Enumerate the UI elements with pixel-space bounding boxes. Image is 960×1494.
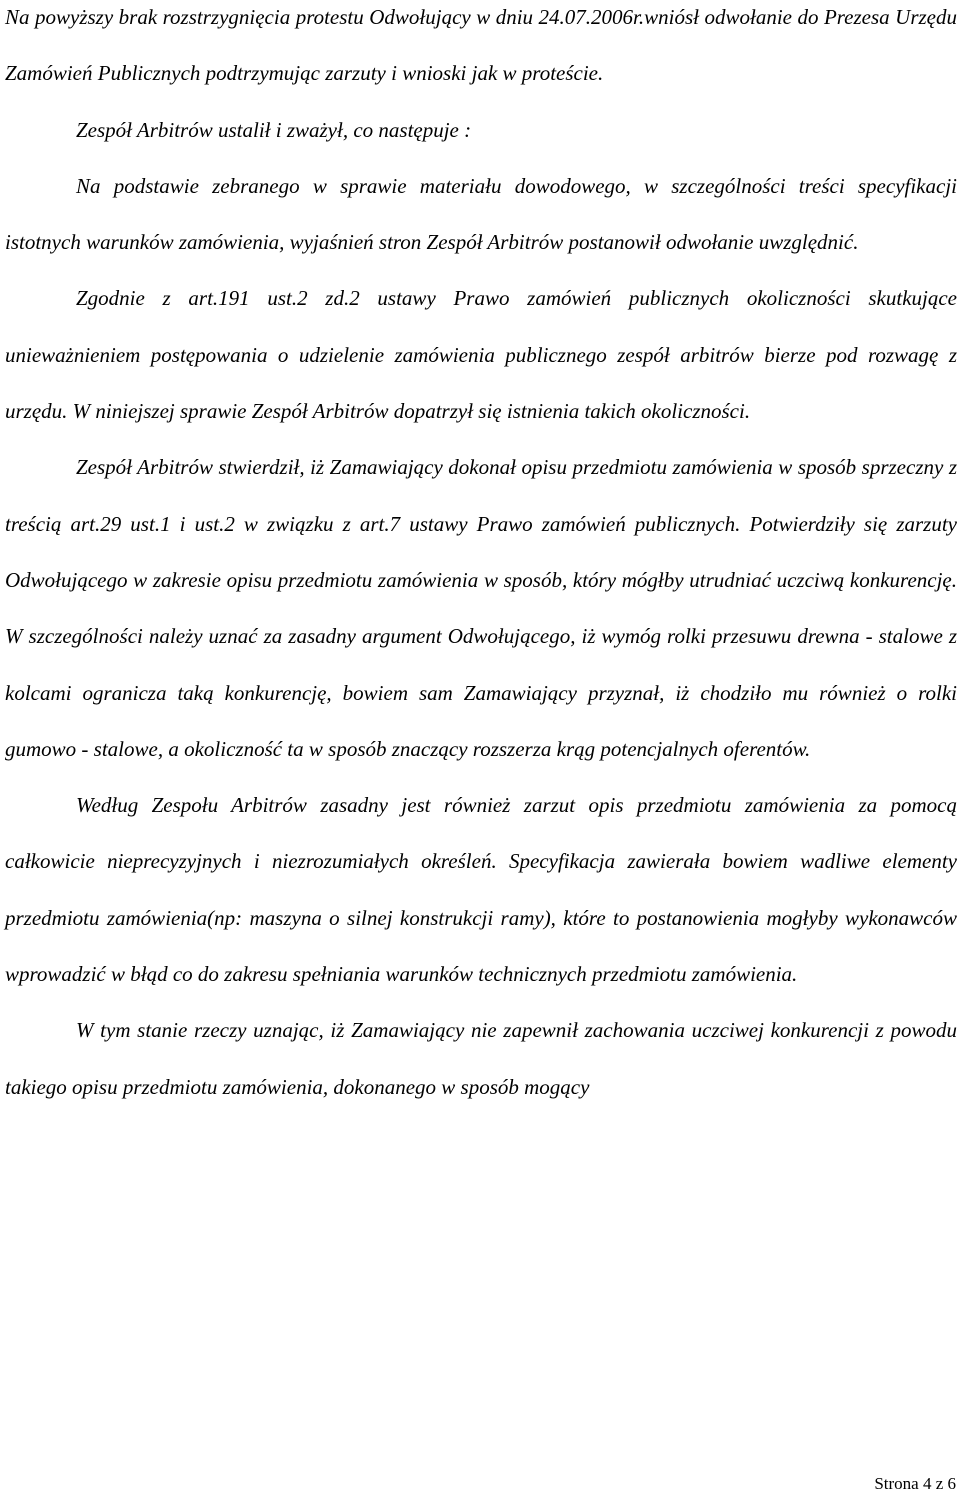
paragraph-description-violation: Zespół Arbitrów stwierdził, iż Zamawiający dokonał opisu przedmiotu zamówienia w sposób sprzeczny z treścią art.29 ust.1 i ust.2 w związku z art.7 ustawy Prawo zamówień publicznych. Potwierdziły się zarzuty Odwołującego w zakresie opisu przedmiotu zamówienia w sposób, który mógłby utrudniać uczciwą konkurencję. W szczególności należy uznać za zasadny argument Odwołującego, iż wymóg rolki przesuwu drewna - stalowe z kolcami ogranicza taką konkurencję, bowiem sam Zamawiający przyznał, iż chodziło mu również o rolki gumowo - stalowe, a okoliczność ta w sposób znaczący rozszerza krąg potencjalnych oferentów. (5, 455, 957, 761)
paragraph-decision: Na podstawie zebranego w sprawie materiału dowodowego, w szczególności treści specyfikacji istotnych warunków zamówienia, wyjaśnień stron Zespół Arbitrów postanowił odwołanie uwzględnić. (5, 173, 957, 255)
paragraph-appeal-intro: Na powyższy brak rozstrzygnięcia protestu Odwołujący w dniu 24.07.2006r.wniósł odwołanie do Prezesa Urzędu Zamówień Publicznych podtrzymując zarzuty i wnioski jak w proteście. (5, 5, 957, 86)
page-number-footer: Strona 4 z 6 (874, 1474, 956, 1493)
paragraph-imprecise-terms: Według Zespołu Arbitrów zasadny jest również zarzut opis przedmiotu zamówienia za pomocą całkowicie nieprecyzyjnych i niezrozumiałych określeń. Specyfikacja zawierała bowiem wadliwe elementy przedmiotu zamówienia(np: maszyna o silnej konstrukcji ramy), które to postanowienia mogłyby wykonawców wprowadzić w błąd co do zakresu spełniania warunków technicznych przedmiotu zamówienia. (5, 793, 957, 987)
paragraph-legal-basis: Zgodnie z art.191 ust.2 zd.2 ustawy Prawo zamówień publicznych okoliczności skutkujące unieważnieniem postępowania o udzielenie zamówienia publicznego zespół arbitrów bierze pod rozwagę z urzędu. W niniejszej sprawie Zespół Arbitrów dopatrzył się istnienia takich okoliczności. (5, 286, 957, 424)
paragraph-conclusion: W tym stanie rzeczy uznając, iż Zamawiający nie zapewnił zachowania uczciwej konkurencji z powodu takiego opisu przedmiotu zamówienia, dokonanego w sposób mogący (5, 1018, 957, 1099)
document-page (5, 0, 957, 1115)
paragraph-findings-heading: Zespół Arbitrów ustalił i zważył, co następuje : (76, 117, 472, 142)
